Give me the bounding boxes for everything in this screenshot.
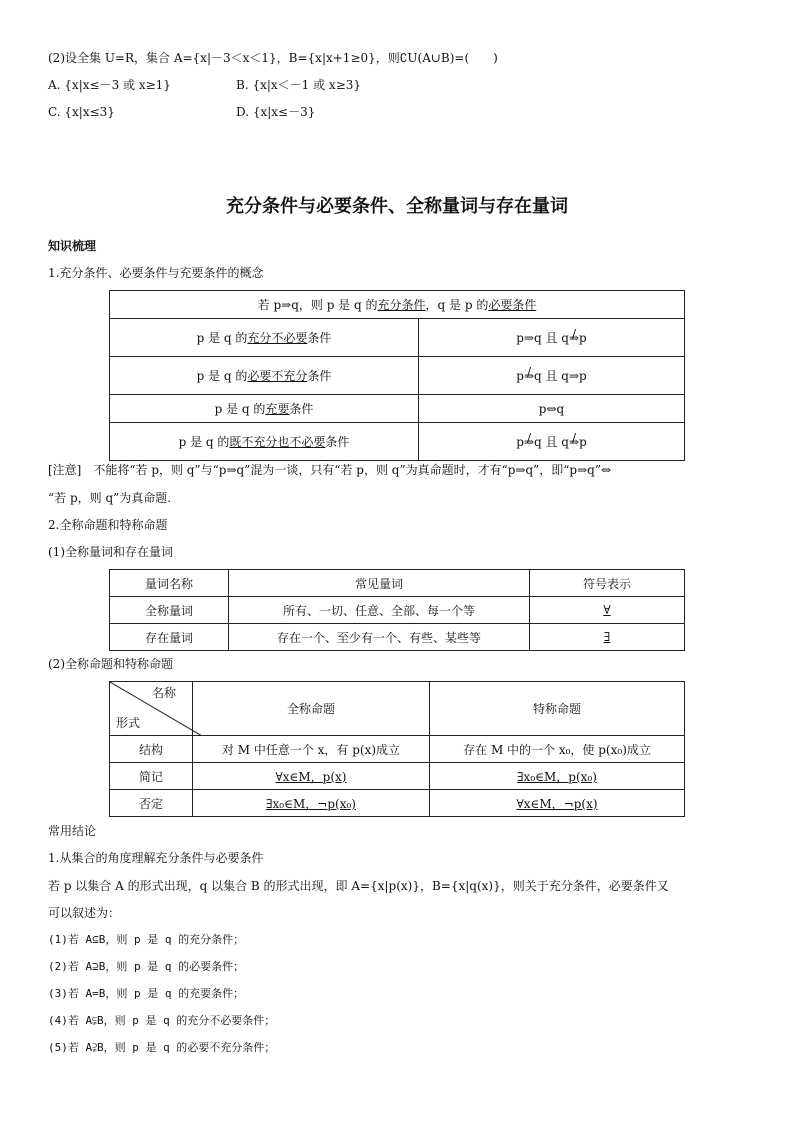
cell-text: 条件 bbox=[307, 369, 332, 383]
relation-text: q 且 q bbox=[534, 435, 569, 449]
proposition-formula: ∃x₀∈M，¬p(x₀) bbox=[266, 796, 356, 811]
section-title: 充分条件与必要条件、全称量词与存在量词 bbox=[226, 196, 568, 217]
exists-symbol: ∃ bbox=[603, 630, 611, 644]
relation-cell bbox=[419, 357, 685, 395]
corner-label-bottom: 形式 bbox=[116, 716, 141, 730]
cell-text: p 是 q 的 bbox=[214, 402, 266, 416]
quantifier-table bbox=[109, 569, 685, 651]
option-c: C. {x|x≤3} bbox=[48, 105, 115, 119]
proposition-cell bbox=[430, 790, 685, 817]
form-label: 简记 bbox=[110, 763, 193, 790]
quantifier-cell: 存在一个、至少有一个、有些、某些等 bbox=[229, 624, 530, 651]
forall-symbol: ∀ bbox=[603, 603, 611, 617]
cell-text: 条件 bbox=[289, 402, 314, 416]
knowledge-heading: 知识梳理 bbox=[48, 239, 97, 253]
relation-text: p bbox=[516, 435, 524, 449]
option-d: D. {x|x≤－3} bbox=[236, 105, 316, 119]
proposition-cell bbox=[193, 763, 430, 790]
relation-text: p⇔q bbox=[538, 401, 565, 416]
cell-text: 条件 bbox=[307, 331, 332, 345]
conclusion-list-item: (2)若 A⊇B，则 p 是 q 的必要条件； bbox=[48, 960, 245, 973]
cell-text: p 是 q 的 bbox=[178, 435, 230, 449]
option-b: B. {x|x＜－1 或 x≥3} bbox=[236, 78, 362, 92]
cell-underline: 充要 bbox=[265, 402, 290, 416]
not-imply-symbol: ⇒ / bbox=[524, 435, 534, 449]
header-text-mid: ，q 是 p 的 bbox=[425, 298, 489, 312]
relation-text: p⇒q 且 q bbox=[516, 331, 569, 345]
proposition-header: 特称命题 bbox=[430, 682, 685, 736]
concept-item-2: 2.全称命题和特称命题 bbox=[48, 518, 168, 532]
proposition-cell bbox=[430, 763, 685, 790]
header-underline-2: 必要条件 bbox=[488, 298, 537, 312]
condition-table-header bbox=[110, 291, 685, 319]
not-imply-symbol: ⇒ / bbox=[569, 435, 579, 449]
relation-text: p bbox=[579, 331, 587, 345]
diagonal-header-cell bbox=[110, 682, 193, 736]
cell-underline: 充分不必要 bbox=[247, 331, 308, 345]
conclusion-list-item: (1)若 A⊆B，则 p 是 q 的充分条件； bbox=[48, 933, 245, 946]
condition-cell bbox=[110, 423, 419, 461]
header-underline-1: 充分条件 bbox=[377, 298, 426, 312]
cell-underline: 必要不充分 bbox=[247, 369, 308, 383]
subheading-2: (2)全称命题和特称命题 bbox=[48, 657, 173, 671]
conclusion-item-1: 1.从集合的角度理解充分条件与必要条件 bbox=[48, 851, 264, 865]
quantifier-cell: 所有、一切、任意、全部、每一个等 bbox=[229, 597, 530, 624]
note-line-2: “若 p，则 q”为真命题. bbox=[48, 491, 172, 505]
relation-text: p bbox=[516, 369, 524, 383]
corner-label-top: 名称 bbox=[151, 686, 176, 700]
condition-table bbox=[109, 290, 685, 461]
relation-text: q 且 q⇒p bbox=[534, 369, 587, 383]
proposition-cell: 对 M 中任意一个 x，有 p(x)成立 bbox=[193, 736, 430, 763]
relation-cell bbox=[419, 319, 685, 357]
concept-item-1: 1.充分条件、必要条件与充要条件的概念 bbox=[48, 266, 264, 280]
question-2: (2)设全集 U=R，集合 A={x|－3＜x＜1}，B={x|x+1≥0}，则∁U(A∪B)=( ) bbox=[48, 51, 498, 65]
condition-cell bbox=[110, 395, 419, 423]
header-text: 若 p⇒q，则 p 是 q 的 bbox=[257, 298, 378, 312]
proposition-formula: ∃x₀∈M，p(x₀) bbox=[517, 769, 597, 784]
proposition-cell: 存在 M 中的一个 x₀，使 p(x₀)成立 bbox=[430, 736, 685, 763]
form-label: 结构 bbox=[110, 736, 193, 763]
proposition-cell bbox=[193, 790, 430, 817]
proposition-formula: ∀x∈M，¬p(x) bbox=[516, 796, 598, 811]
relation-cell bbox=[419, 423, 685, 461]
quantifier-cell: 存在量词 bbox=[110, 624, 229, 651]
condition-cell bbox=[110, 319, 419, 357]
condition-cell bbox=[110, 357, 419, 395]
subheading-1: (1)全称量词和存在量词 bbox=[48, 545, 173, 559]
cell-text: p 是 q 的 bbox=[196, 369, 248, 383]
proposition-header: 全称命题 bbox=[193, 682, 430, 736]
conclusion-list-item: (4)若 A⫋B，则 p 是 q 的充分不必要条件； bbox=[48, 1014, 276, 1027]
quantifier-header: 量词名称 bbox=[110, 570, 229, 597]
proposition-formula: ∀x∈M，p(x) bbox=[275, 769, 347, 784]
not-imply-symbol: ⇒ / bbox=[569, 331, 579, 345]
conclusion-paragraph-2: 可以叙述为： bbox=[48, 906, 121, 920]
quantifier-cell: 全称量词 bbox=[110, 597, 229, 624]
note-line-1: [注意] 不能将“若 p，则 q”与“p⇒q”混为一谈，只有“若 p，则 q”为真命题时，才有“p⇒q”，即“p⇒q”⇔ bbox=[48, 463, 612, 477]
quantifier-symbol bbox=[530, 624, 685, 651]
cell-text: p 是 q 的 bbox=[196, 331, 248, 345]
cell-underline: 既不充分也不必要 bbox=[229, 435, 326, 449]
common-conclusion-heading: 常用结论 bbox=[48, 824, 97, 838]
conclusion-paragraph-1: 若 p 以集合 A 的形式出现，q 以集合 B 的形式出现，即 A={x|p(x)}，B={x|q(x)}，则关于充分条件，必要条件又 bbox=[48, 879, 669, 893]
conclusion-list-item: (5)若 A⫌B，则 p 是 q 的必要不充分条件； bbox=[48, 1041, 276, 1054]
relation-cell bbox=[419, 395, 685, 423]
form-label: 否定 bbox=[110, 790, 193, 817]
conclusion-list-item: (3)若 A=B，则 p 是 q 的充要条件； bbox=[48, 987, 245, 1000]
proposition-table bbox=[109, 681, 685, 817]
quantifier-header: 符号表示 bbox=[530, 570, 685, 597]
cell-text: 条件 bbox=[325, 435, 350, 449]
option-a: A. {x|x≤－3 或 x≥1} bbox=[48, 78, 171, 92]
quantifier-symbol bbox=[530, 597, 685, 624]
quantifier-header: 常见量词 bbox=[229, 570, 530, 597]
relation-text: p bbox=[579, 435, 587, 449]
not-imply-symbol: ⇒ / bbox=[524, 369, 534, 383]
